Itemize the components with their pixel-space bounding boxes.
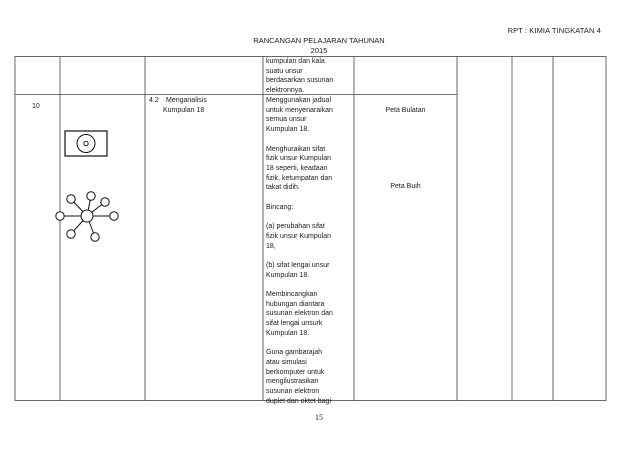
blank-line	[266, 339, 333, 349]
text-line: kumpulan dan kala	[266, 58, 325, 65]
thinking-map-bubble-label: Peta Buih	[390, 183, 421, 190]
text-line: 18 seperti, keadaan	[266, 164, 328, 172]
text-line: susunan elektron dan	[266, 310, 333, 318]
text-line: mengilustrasikan	[266, 378, 319, 386]
text-line: untuk menyenaraikan	[266, 106, 333, 114]
page-number: 15	[315, 413, 323, 422]
activities-list	[266, 96, 333, 407]
document-code: RPT : KIMIA TINGKATAN 4	[507, 26, 601, 35]
outcome-number: 4.2	[149, 97, 159, 104]
text-line: hubungan diantara	[266, 300, 325, 308]
text-line: fizik unsur Kumpulan	[266, 232, 331, 240]
title-line-1: RANCANGAN PELAJARAN TAHUNAN	[253, 36, 385, 45]
blank-line	[266, 193, 333, 203]
blank-line	[266, 212, 333, 222]
text-line: elektronnya.	[266, 87, 305, 95]
text-line: berdasarkan susunan	[266, 77, 334, 85]
text-line: Guna gambarajah	[266, 349, 323, 357]
circle-map-icon	[64, 130, 108, 157]
text-line: fizik, ketumpatan dan	[266, 174, 333, 182]
outcome-text-line-1: Menganalisis	[166, 97, 207, 104]
blank-line	[266, 135, 333, 145]
text-line: Menghuraikan sifat	[266, 145, 326, 153]
text-line: (a) perubahan sifat	[266, 223, 325, 231]
text-line: Menggunakan jadual	[266, 97, 331, 104]
bubble-map-icon	[52, 188, 122, 244]
title-line-2: 2015	[310, 46, 328, 55]
blank-line	[266, 280, 333, 290]
text-line: 18,	[266, 242, 276, 250]
text-line: susunan elektron	[266, 388, 320, 396]
thinking-map-circle-label: Peta Bulatan	[385, 107, 426, 114]
text-line: suatu unsur	[266, 67, 303, 75]
activities-continued	[266, 57, 333, 96]
blank-line	[266, 251, 333, 261]
text-line: Kumpulan 18.	[266, 126, 310, 134]
outcome-text-line-2: Kumpulan 18	[163, 106, 205, 114]
text-line: duplet dan oktet bagi	[266, 397, 331, 405]
week-number: 10	[32, 103, 40, 110]
text-line: semua unsur	[266, 116, 307, 124]
text-line: (b) sifat lengai unsur	[266, 261, 330, 269]
text-line: Membincangkan	[266, 291, 318, 299]
text-line: atau simulasi	[266, 358, 307, 366]
text-line: sifat lengai unsurk	[266, 320, 323, 328]
text-line: Kumpulan 18.	[266, 271, 310, 279]
text-line: Kumpulan 18.	[266, 329, 310, 337]
text-line: berkomputer untuk	[266, 368, 325, 376]
text-line: fizik unsur Kumpulan	[266, 155, 331, 163]
text-line: takat didih.	[266, 184, 300, 192]
text-line: Bincang:	[266, 203, 294, 211]
